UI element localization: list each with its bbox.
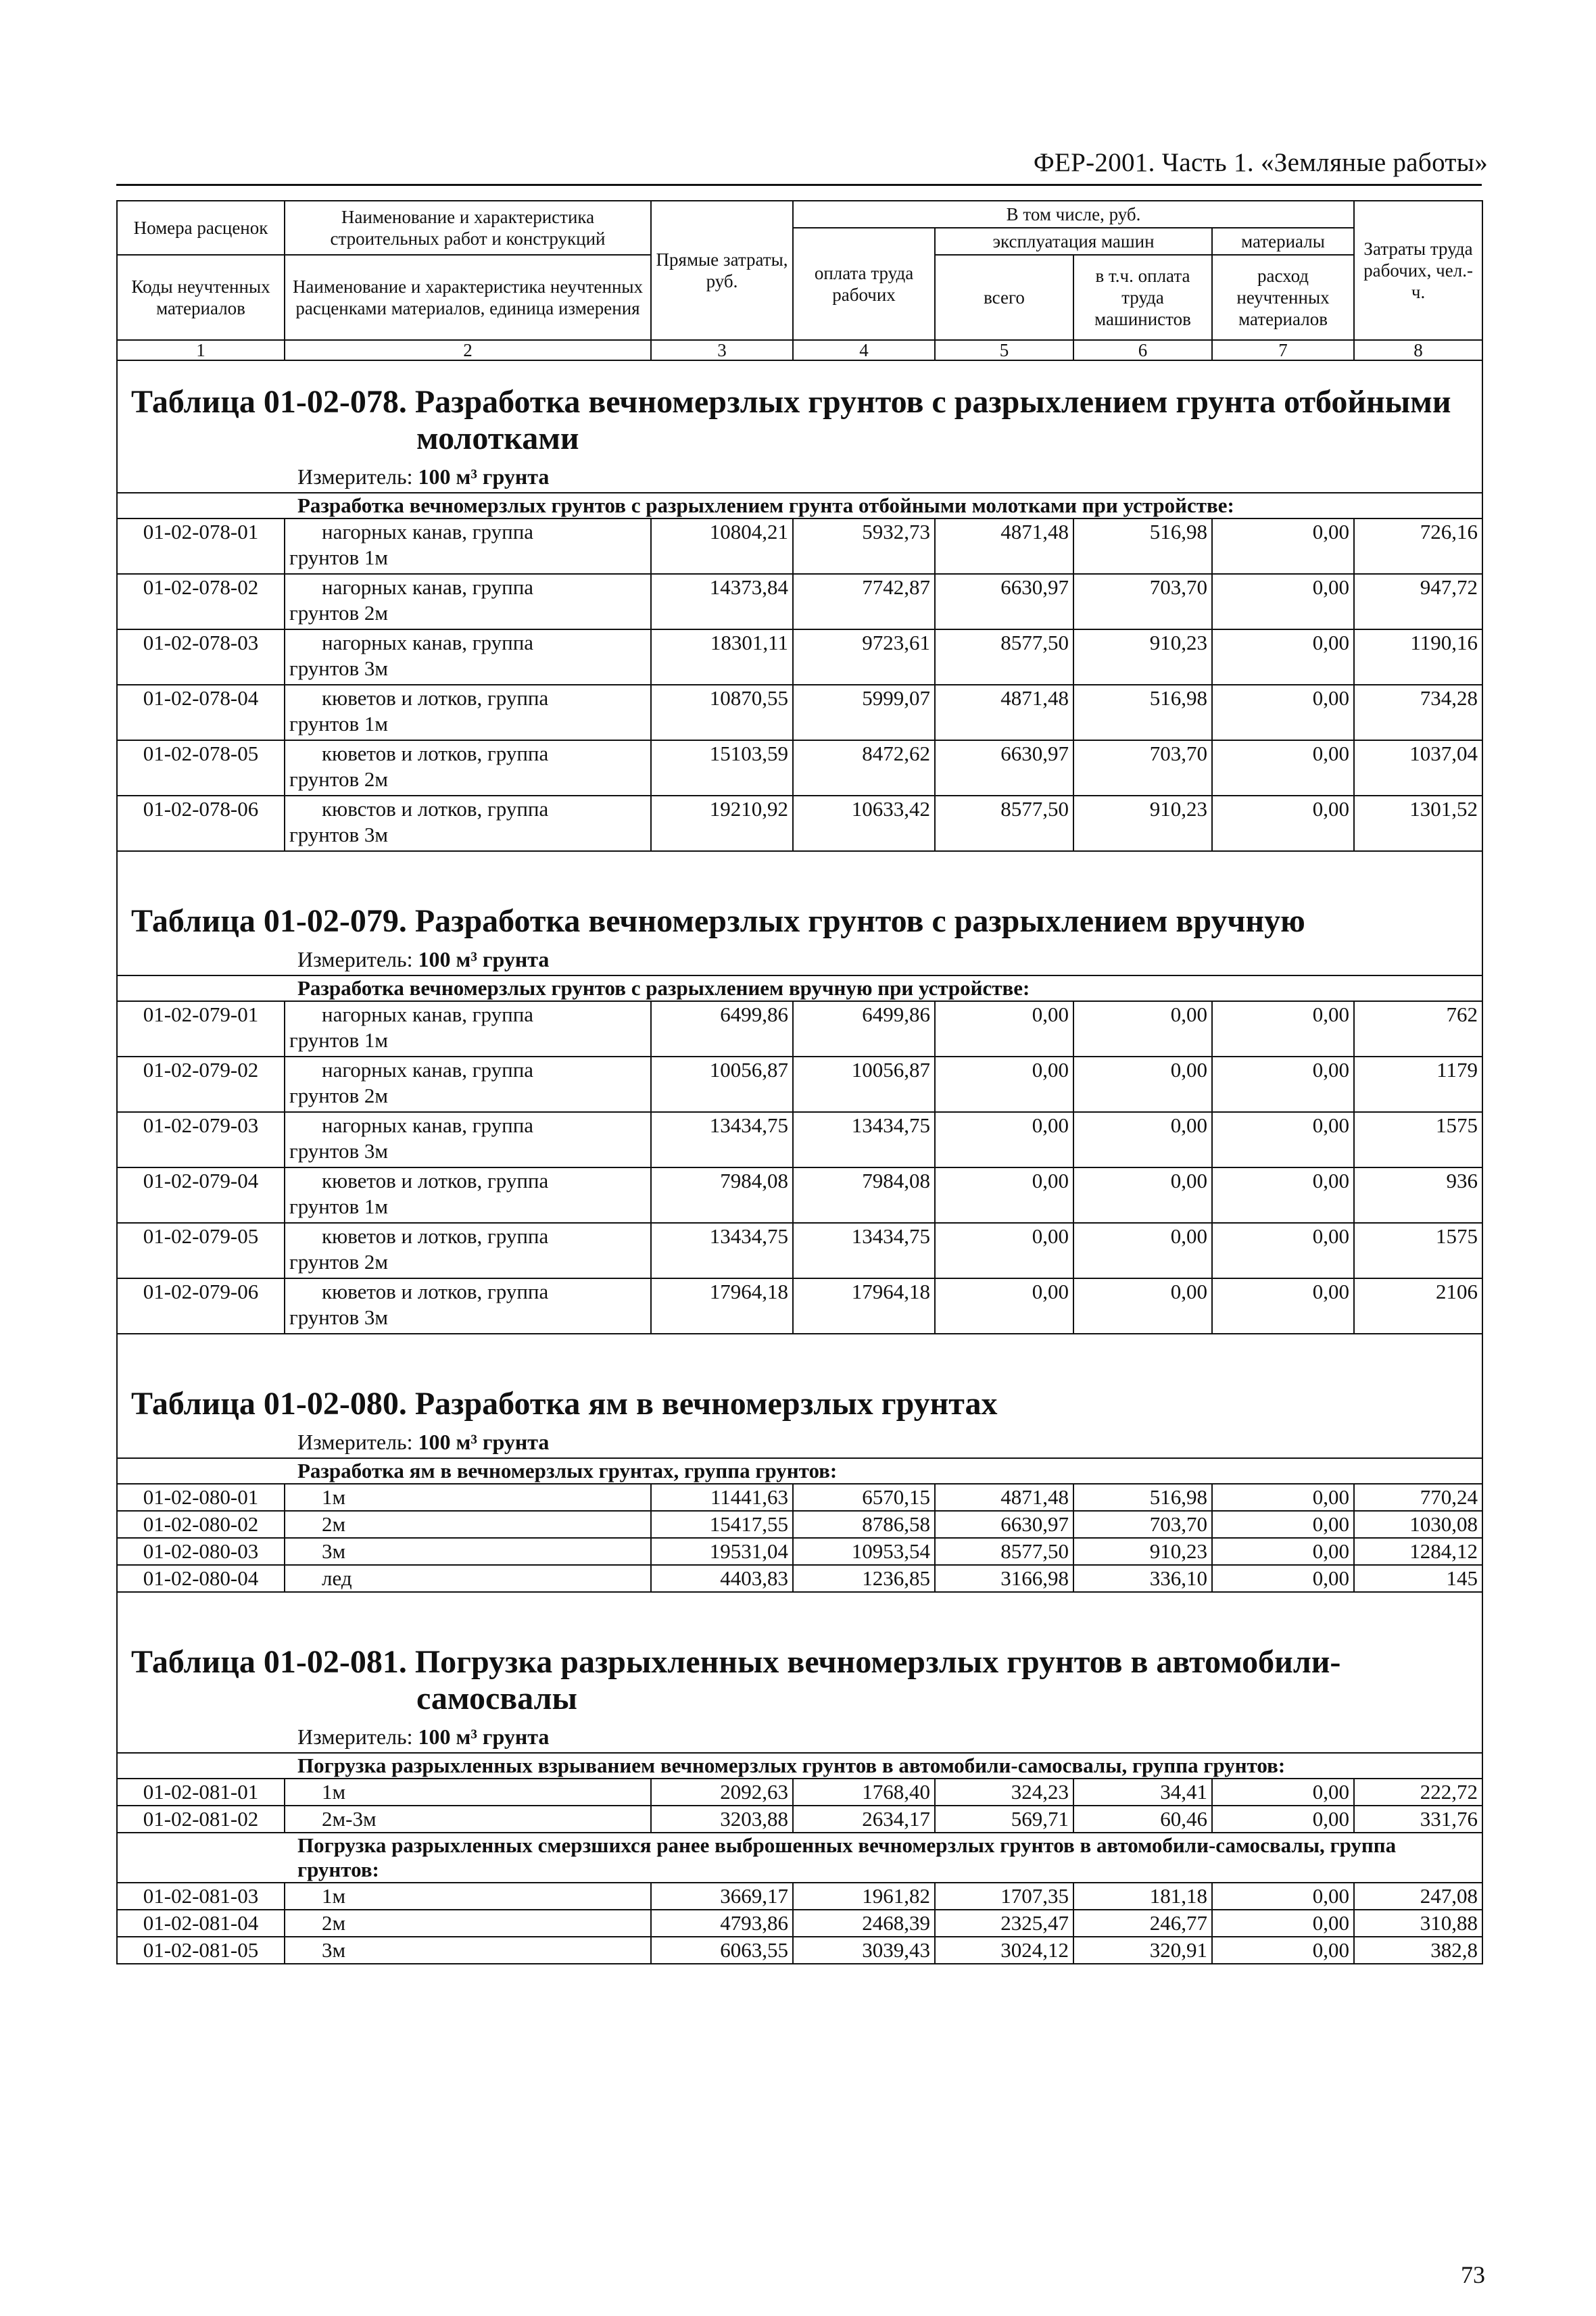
value-v5: 4871,48: [935, 685, 1073, 740]
unit-value: 100 м³ грунта: [418, 464, 550, 489]
work-name: [285, 685, 651, 740]
table-row: [117, 1806, 1482, 1833]
work-name: [285, 1278, 651, 1334]
table-row: [117, 1910, 1482, 1937]
value-v6: 703,70: [1073, 574, 1212, 629]
group-heading-row: [117, 1458, 1482, 1484]
column-numbers-row: [117, 340, 1482, 360]
value-v8: 734,28: [1354, 685, 1482, 740]
value-v7: 0,00: [1212, 1538, 1354, 1565]
value-v8: 145: [1354, 1565, 1482, 1592]
rate-code: 01-02-078-03: [117, 629, 285, 685]
value-v4: 1961,82: [793, 1883, 935, 1910]
work-name: [285, 1779, 651, 1806]
value-v5: 6630,97: [935, 574, 1073, 629]
value-v3: 10804,21: [651, 518, 793, 574]
table-title-line1: Таблица 01-02-081. Погрузка разрыхленных вечномерзлых грунтов в автомобили-: [131, 1644, 1341, 1680]
value-v7: 0,00: [1212, 1779, 1354, 1806]
work-name-line1: кюветов и лотков, группа: [322, 686, 549, 710]
unit-value: 100 м³ грунта: [418, 1724, 550, 1749]
work-name: [285, 629, 651, 685]
value-v8: 1575: [1354, 1112, 1482, 1167]
work-name-line2: грунтов 2м: [289, 767, 389, 791]
rate-code: 01-02-079-05: [117, 1223, 285, 1278]
value-v3: 19531,04: [651, 1538, 793, 1565]
value-v4: 17964,18: [793, 1278, 935, 1334]
unit-label: [117, 942, 1482, 975]
value-v5: 3024,12: [935, 1937, 1073, 1964]
value-v5: 569,71: [935, 1806, 1073, 1833]
value-v8: 1301,52: [1354, 796, 1482, 851]
value-v5: 1707,35: [935, 1883, 1073, 1910]
work-name-line2: грунтов 2м: [289, 601, 389, 625]
value-v3: 14373,84: [651, 574, 793, 629]
value-v6: 703,70: [1073, 740, 1212, 796]
value-v3: 19210,92: [651, 796, 793, 851]
table-row: [117, 1484, 1482, 1511]
value-v8: 1575: [1354, 1223, 1482, 1278]
value-v8: 310,88: [1354, 1910, 1482, 1937]
work-name: [285, 518, 651, 574]
unit-row: [117, 1425, 1482, 1458]
value-v7: 0,00: [1212, 518, 1354, 574]
col-number: 1: [117, 340, 285, 360]
value-v5: 324,23: [935, 1779, 1073, 1806]
value-v7: 0,00: [1212, 1565, 1354, 1592]
header-rule: [116, 184, 1482, 186]
value-v6: 0,00: [1073, 1167, 1212, 1223]
unit-label: [117, 1720, 1482, 1753]
value-v6: 181,18: [1073, 1883, 1212, 1910]
value-v4: 10633,42: [793, 796, 935, 851]
value-v4: 5999,07: [793, 685, 935, 740]
price-table-body: [117, 201, 1482, 1964]
value-v7: 0,00: [1212, 1001, 1354, 1057]
unit-prefix: Измеритель:: [297, 1724, 418, 1749]
unit-row: [117, 460, 1482, 493]
value-v7: 0,00: [1212, 740, 1354, 796]
work-name: [285, 1223, 651, 1278]
table-row: [117, 574, 1482, 629]
value-v3: 10056,87: [651, 1057, 793, 1112]
value-v6: 0,00: [1073, 1057, 1212, 1112]
value-v6: 60,46: [1073, 1806, 1212, 1833]
table-title-line1: Таблица 01-02-078. Разработка вечномерзлых грунтов с разрыхлением грунта отбойными: [131, 384, 1451, 420]
table-title-line1: Таблица 01-02-080. Разработка ям в вечномерзлых грунтах: [131, 1386, 998, 1422]
rate-code: 01-02-080-01: [117, 1484, 285, 1511]
work-name-line2: грунтов 1м: [289, 546, 389, 569]
col-number: 6: [1073, 340, 1212, 360]
table-row: [117, 1057, 1482, 1112]
unit-value: 100 м³ грунта: [418, 1430, 550, 1454]
col-number: 2: [285, 340, 651, 360]
gap-cell: [117, 851, 1482, 880]
work-name-line1: 3м: [322, 1539, 346, 1563]
value-v4: 6570,15: [793, 1484, 935, 1511]
table-title: [117, 880, 1482, 942]
value-v8: 726,16: [1354, 518, 1482, 574]
value-v8: 331,76: [1354, 1806, 1482, 1833]
work-name-line1: 1м: [322, 1884, 346, 1908]
unit-prefix: Измеритель:: [297, 947, 418, 971]
col6-header: в т.ч. оплата труда машинистов: [1073, 255, 1212, 340]
group-heading: Разработка вечномерзлых грунтов с разрыхлением грунта отбойными молотками при устройстве:: [117, 493, 1482, 518]
value-v7: 0,00: [1212, 1883, 1354, 1910]
value-v6: 516,98: [1073, 685, 1212, 740]
rate-code: 01-02-081-01: [117, 1779, 285, 1806]
value-v7: 0,00: [1212, 629, 1354, 685]
value-v4: 10056,87: [793, 1057, 935, 1112]
table-title-row: [117, 360, 1482, 460]
value-v7: 0,00: [1212, 1806, 1354, 1833]
col2-header-top: Наименование и характеристика строительных работ и конструкций: [285, 201, 651, 255]
value-v3: 6063,55: [651, 1937, 793, 1964]
table-row: [117, 796, 1482, 851]
value-v3: 13434,75: [651, 1112, 793, 1167]
value-v8: 762: [1354, 1001, 1482, 1057]
materials-header: материалы: [1212, 228, 1354, 255]
value-v6: 34,41: [1073, 1779, 1212, 1806]
unit-row: [117, 1720, 1482, 1753]
value-v5: 2325,47: [935, 1910, 1073, 1937]
table-row: [117, 685, 1482, 740]
col8-header: Затраты труда рабочих, чел.-ч.: [1354, 201, 1482, 340]
work-name-line1: нагорных канав, группа: [322, 520, 534, 544]
value-v3: 4793,86: [651, 1910, 793, 1937]
value-v8: 770,24: [1354, 1484, 1482, 1511]
work-name: [285, 1538, 651, 1565]
work-name-line2: грунтов 3м: [289, 823, 389, 846]
running-header: ФЕР-2001. Часть 1. «Земляные работы»: [1033, 148, 1488, 177]
group-heading-row: [117, 1753, 1482, 1779]
value-v8: 2106: [1354, 1278, 1482, 1334]
value-v7: 0,00: [1212, 1223, 1354, 1278]
value-v6: 516,98: [1073, 518, 1212, 574]
col1-header-bottom: Коды неучтенных материалов: [117, 255, 285, 340]
col1-header-top: Номера расценок: [117, 201, 285, 255]
table-title: [117, 360, 1482, 460]
work-name-line2: грунтов 2м: [289, 1084, 389, 1107]
table-title-row: [117, 880, 1482, 942]
value-v3: 13434,75: [651, 1223, 793, 1278]
value-v7: 0,00: [1212, 1057, 1354, 1112]
rate-code: 01-02-078-01: [117, 518, 285, 574]
unit-prefix: Измеритель:: [297, 464, 418, 489]
col-number: 3: [651, 340, 793, 360]
table-gap: [117, 1592, 1482, 1621]
group-heading: Разработка вечномерзлых грунтов с разрыхлением вручную при устройстве:: [117, 975, 1482, 1001]
group-heading-row: [117, 1833, 1482, 1883]
value-v5: 0,00: [935, 1057, 1073, 1112]
rate-code: 01-02-079-03: [117, 1112, 285, 1167]
value-v3: 3203,88: [651, 1806, 793, 1833]
work-name-line1: кюветов и лотков, группа: [322, 1169, 549, 1192]
value-v6: 0,00: [1073, 1278, 1212, 1334]
group-heading-row: [117, 975, 1482, 1001]
col-number: 5: [935, 340, 1073, 360]
work-name-line2: грунтов 1м: [289, 1028, 389, 1052]
value-v4: 1768,40: [793, 1779, 935, 1806]
value-v6: 320,91: [1073, 1937, 1212, 1964]
rate-code: 01-02-078-02: [117, 574, 285, 629]
work-name-line2: грунтов 3м: [289, 656, 389, 680]
value-v6: 516,98: [1073, 1484, 1212, 1511]
work-name: [285, 740, 651, 796]
value-v3: 17964,18: [651, 1278, 793, 1334]
value-v3: 15417,55: [651, 1511, 793, 1538]
table-row: [117, 1278, 1482, 1334]
value-v7: 0,00: [1212, 685, 1354, 740]
work-name: [285, 1511, 651, 1538]
table-title: [117, 1363, 1482, 1425]
value-v7: 0,00: [1212, 1278, 1354, 1334]
col7-header: расход неучтенных материалов: [1212, 255, 1354, 340]
value-v3: 7984,08: [651, 1167, 793, 1223]
gap-cell: [117, 1334, 1482, 1363]
work-name-line2: грунтов 3м: [289, 1139, 389, 1163]
group-heading: Погрузка разрыхленных взрыванием вечномерзлых грунтов в автомобили-самосвалы, группа грунтов:: [117, 1753, 1482, 1779]
value-v3: 15103,59: [651, 740, 793, 796]
value-v4: 1236,85: [793, 1565, 935, 1592]
table-title-line2: молотками: [416, 420, 579, 456]
table-row: [117, 1538, 1482, 1565]
value-v8: 947,72: [1354, 574, 1482, 629]
value-v4: 3039,43: [793, 1937, 935, 1964]
work-name: [285, 1057, 651, 1112]
unit-value: 100 м³ грунта: [418, 947, 550, 971]
table-row: [117, 1112, 1482, 1167]
work-name-line2: грунтов 1м: [289, 712, 389, 735]
rate-code: 01-02-079-06: [117, 1278, 285, 1334]
value-v3: 10870,55: [651, 685, 793, 740]
value-v6: 910,23: [1073, 1538, 1212, 1565]
value-v8: 382,8: [1354, 1937, 1482, 1964]
value-v5: 0,00: [935, 1112, 1073, 1167]
work-name: [285, 1167, 651, 1223]
table-title: [117, 1621, 1482, 1720]
work-name-line1: лед: [322, 1566, 352, 1590]
value-v5: 0,00: [935, 1278, 1073, 1334]
value-v7: 0,00: [1212, 1484, 1354, 1511]
work-name-line2: грунтов 1м: [289, 1195, 389, 1218]
value-v5: 6630,97: [935, 740, 1073, 796]
value-v5: 4871,48: [935, 1484, 1073, 1511]
work-name-line1: нагорных канав, группа: [322, 575, 534, 599]
table-row: [117, 1779, 1482, 1806]
value-v6: 703,70: [1073, 1511, 1212, 1538]
value-v7: 0,00: [1212, 1167, 1354, 1223]
value-v4: 8472,62: [793, 740, 935, 796]
rate-code: 01-02-080-03: [117, 1538, 285, 1565]
work-name-line1: нагорных канав, группа: [322, 1003, 534, 1026]
unit-prefix: Измеритель:: [297, 1430, 418, 1454]
work-name-line1: кюветов и лотков, группа: [322, 1224, 549, 1248]
table-row: [117, 518, 1482, 574]
value-v6: 336,10: [1073, 1565, 1212, 1592]
value-v8: 1284,12: [1354, 1538, 1482, 1565]
value-v7: 0,00: [1212, 1112, 1354, 1167]
table-title-row: [117, 1363, 1482, 1425]
work-name: [285, 1001, 651, 1057]
col3-header: Прямые затраты, руб.: [651, 201, 793, 340]
value-v6: 910,23: [1073, 629, 1212, 685]
page-number: 73: [1461, 2261, 1485, 2288]
group-heading-row: [117, 493, 1482, 518]
value-v5: 0,00: [935, 1167, 1073, 1223]
value-v3: 3669,17: [651, 1883, 793, 1910]
table-row: [117, 1937, 1482, 1964]
value-v4: 10953,54: [793, 1538, 935, 1565]
value-v4: 7742,87: [793, 574, 935, 629]
rate-code: 01-02-079-01: [117, 1001, 285, 1057]
value-v8: 1037,04: [1354, 740, 1482, 796]
value-v7: 0,00: [1212, 1937, 1354, 1964]
value-v5: 3166,98: [935, 1565, 1073, 1592]
value-v3: 11441,63: [651, 1484, 793, 1511]
value-v5: 0,00: [935, 1001, 1073, 1057]
work-name-line1: кюветов и лотков, группа: [322, 742, 549, 765]
value-v4: 5932,73: [793, 518, 935, 574]
value-v8: 222,72: [1354, 1779, 1482, 1806]
value-v7: 0,00: [1212, 1511, 1354, 1538]
value-v8: 1030,08: [1354, 1511, 1482, 1538]
value-v4: 13434,75: [793, 1223, 935, 1278]
value-v5: 0,00: [935, 1223, 1073, 1278]
value-v4: 9723,61: [793, 629, 935, 685]
work-name-line1: 1м: [322, 1485, 346, 1509]
rate-code: 01-02-081-05: [117, 1937, 285, 1964]
col4-header: оплата труда рабочих: [793, 228, 935, 340]
col-number: 8: [1354, 340, 1482, 360]
table-title-line1: Таблица 01-02-079. Разработка вечномерзлых грунтов с разрыхлением вручную: [131, 903, 1305, 939]
rate-code: 01-02-079-04: [117, 1167, 285, 1223]
table-row: [117, 740, 1482, 796]
table-title-row: [117, 1621, 1482, 1720]
rate-code: 01-02-078-05: [117, 740, 285, 796]
gap-cell: [117, 1592, 1482, 1621]
rate-code: 01-02-080-02: [117, 1511, 285, 1538]
col-number: 7: [1212, 340, 1354, 360]
rate-code: 01-02-079-02: [117, 1057, 285, 1112]
value-v4: 7984,08: [793, 1167, 935, 1223]
work-name-line1: нагорных канав, группа: [322, 631, 534, 654]
value-v6: 0,00: [1073, 1223, 1212, 1278]
work-name: [285, 1484, 651, 1511]
work-name-line1: 3м: [322, 1938, 346, 1962]
value-v3: 4403,83: [651, 1565, 793, 1592]
value-v7: 0,00: [1212, 1910, 1354, 1937]
value-v5: 4871,48: [935, 518, 1073, 574]
group-heading: Разработка ям в вечномерзлых грунтах, группа грунтов:: [117, 1458, 1482, 1484]
work-name-line2: грунтов 3м: [289, 1305, 389, 1329]
value-v6: 0,00: [1073, 1001, 1212, 1057]
price-table: [116, 200, 1483, 1964]
value-v5: 8577,50: [935, 1538, 1073, 1565]
price-table-document: [116, 200, 1482, 1964]
value-v4: 8786,58: [793, 1511, 935, 1538]
work-name: [285, 1937, 651, 1964]
value-v8: 936: [1354, 1167, 1482, 1223]
work-name-line1: 1м: [322, 1780, 346, 1804]
work-name-line1: кювстов и лотков, группа: [322, 797, 549, 821]
work-name-line1: нагорных канав, группа: [322, 1113, 534, 1137]
table-gap: [117, 1334, 1482, 1363]
value-v7: 0,00: [1212, 796, 1354, 851]
work-name-line1: 2м: [322, 1911, 346, 1935]
value-v3: 6499,86: [651, 1001, 793, 1057]
work-name-line1: 2м: [322, 1512, 346, 1536]
value-v4: 13434,75: [793, 1112, 935, 1167]
work-name: [285, 796, 651, 851]
incl-header: В том числе, руб.: [793, 201, 1354, 228]
value-v3: 18301,11: [651, 629, 793, 685]
value-v8: 1179: [1354, 1057, 1482, 1112]
work-name: [285, 1806, 651, 1833]
table-row: [117, 1223, 1482, 1278]
value-v5: 8577,50: [935, 796, 1073, 851]
rate-code: 01-02-078-06: [117, 796, 285, 851]
value-v5: 6630,97: [935, 1511, 1073, 1538]
work-name-line1: нагорных канав, группа: [322, 1058, 534, 1082]
work-name: [285, 1112, 651, 1167]
table-row: [117, 1511, 1482, 1538]
unit-label: [117, 460, 1482, 493]
table-row: [117, 629, 1482, 685]
value-v6: 0,00: [1073, 1112, 1212, 1167]
col2-header-bottom: Наименование и характеристика неучтенных расценками материалов, единица измерения: [285, 255, 651, 340]
table-row: [117, 1883, 1482, 1910]
value-v7: 0,00: [1212, 574, 1354, 629]
value-v5: 8577,50: [935, 629, 1073, 685]
work-name: [285, 1883, 651, 1910]
work-name-line1: кюветов и лотков, группа: [322, 1280, 549, 1303]
table-gap: [117, 851, 1482, 880]
col5-header: всего: [935, 255, 1073, 340]
rate-code: 01-02-078-04: [117, 685, 285, 740]
value-v6: 910,23: [1073, 796, 1212, 851]
unit-row: [117, 942, 1482, 975]
rate-code: 01-02-080-04: [117, 1565, 285, 1592]
rate-code: 01-02-081-02: [117, 1806, 285, 1833]
group-heading: Погрузка разрыхленных смерзшихся ранее выброшенных вечномерзлых грунтов в автомобили-самосвалы, группа грунтов:: [117, 1833, 1482, 1883]
value-v4: 2468,39: [793, 1910, 935, 1937]
value-v8: 1190,16: [1354, 629, 1482, 685]
work-name: [285, 1565, 651, 1592]
work-name: [285, 574, 651, 629]
machines-header: эксплуатация машин: [935, 228, 1212, 255]
table-row: [117, 1001, 1482, 1057]
unit-label: [117, 1425, 1482, 1458]
work-name: [285, 1910, 651, 1937]
work-name-line2: грунтов 2м: [289, 1250, 389, 1274]
table-row: [117, 1565, 1482, 1592]
value-v4: 2634,17: [793, 1806, 935, 1833]
value-v4: 6499,86: [793, 1001, 935, 1057]
value-v6: 246,77: [1073, 1910, 1212, 1937]
rate-code: 01-02-081-04: [117, 1910, 285, 1937]
table-row: [117, 1167, 1482, 1223]
col-number: 4: [793, 340, 935, 360]
value-v8: 247,08: [1354, 1883, 1482, 1910]
rate-code: 01-02-081-03: [117, 1883, 285, 1910]
work-name-line1: 2м-3м: [322, 1807, 377, 1831]
value-v3: 2092,63: [651, 1779, 793, 1806]
table-title-line2: самосвалы: [416, 1681, 578, 1716]
